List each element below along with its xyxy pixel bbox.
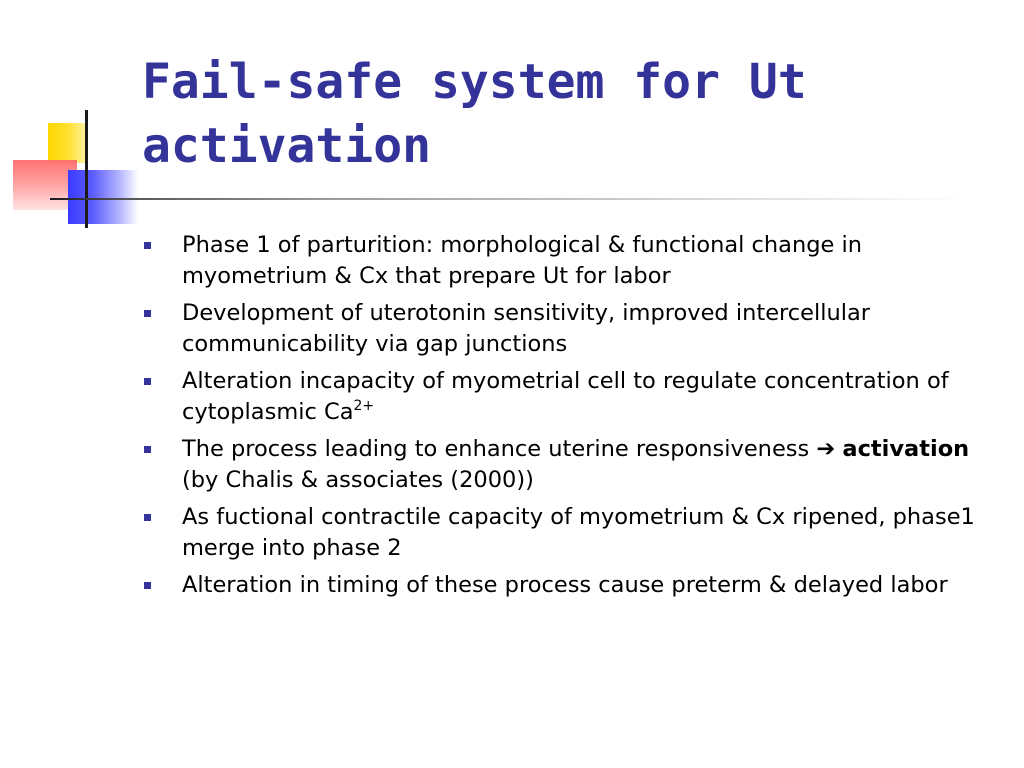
- square-bullet-icon: [144, 242, 151, 249]
- slide-title-line-1: Fail-safe system for Ut: [142, 54, 807, 110]
- bullet-text: The process leading to enhance uterine responsiveness: [182, 436, 817, 462]
- bullet-item: [142, 366, 1002, 428]
- slide-title-line-2: activation: [142, 118, 431, 174]
- bullet-text: As fuctional contractile capacity of myometrium & Cx ripened, phase1 merge into phase 2: [182, 504, 975, 561]
- square-bullet-icon: [144, 446, 151, 453]
- decorative-blue-square: [68, 170, 138, 224]
- superscript-charge: 2+: [353, 398, 375, 414]
- decorative-vertical-line: [85, 110, 88, 228]
- right-arrow-icon: ➔: [816, 436, 836, 462]
- emphasized-term: activation: [842, 436, 970, 462]
- square-bullet-icon: [144, 582, 151, 589]
- bullet-item: [142, 298, 1002, 360]
- square-bullet-icon: [144, 514, 151, 521]
- slide-title: [142, 50, 1002, 178]
- bullet-text: Phase 1 of parturition: morphological & functional change in myometrium & Cx that prepare Ut for labor: [182, 232, 862, 289]
- title-underline-divider: [50, 198, 970, 200]
- bullet-item: [142, 570, 1002, 601]
- decorative-yellow-square: [48, 123, 86, 163]
- square-bullet-icon: [144, 310, 151, 317]
- bullet-item: [142, 502, 1002, 564]
- bullet-text-suffix: (by Chalis & associates (2000)): [182, 467, 534, 493]
- square-bullet-icon: [144, 378, 151, 385]
- bullet-text: Alteration in timing of these process cause preterm & delayed labor: [182, 572, 948, 598]
- bullet-list: [142, 230, 1002, 607]
- bullet-text: Alteration incapacity of myometrial cell to regulate concentration of cytoplasmic Ca: [182, 368, 949, 425]
- bullet-text: Development of uterotonin sensitivity, improved intercellular communicability via gap junctions: [182, 300, 871, 357]
- bullet-item: [142, 434, 1002, 496]
- bullet-item: [142, 230, 1002, 292]
